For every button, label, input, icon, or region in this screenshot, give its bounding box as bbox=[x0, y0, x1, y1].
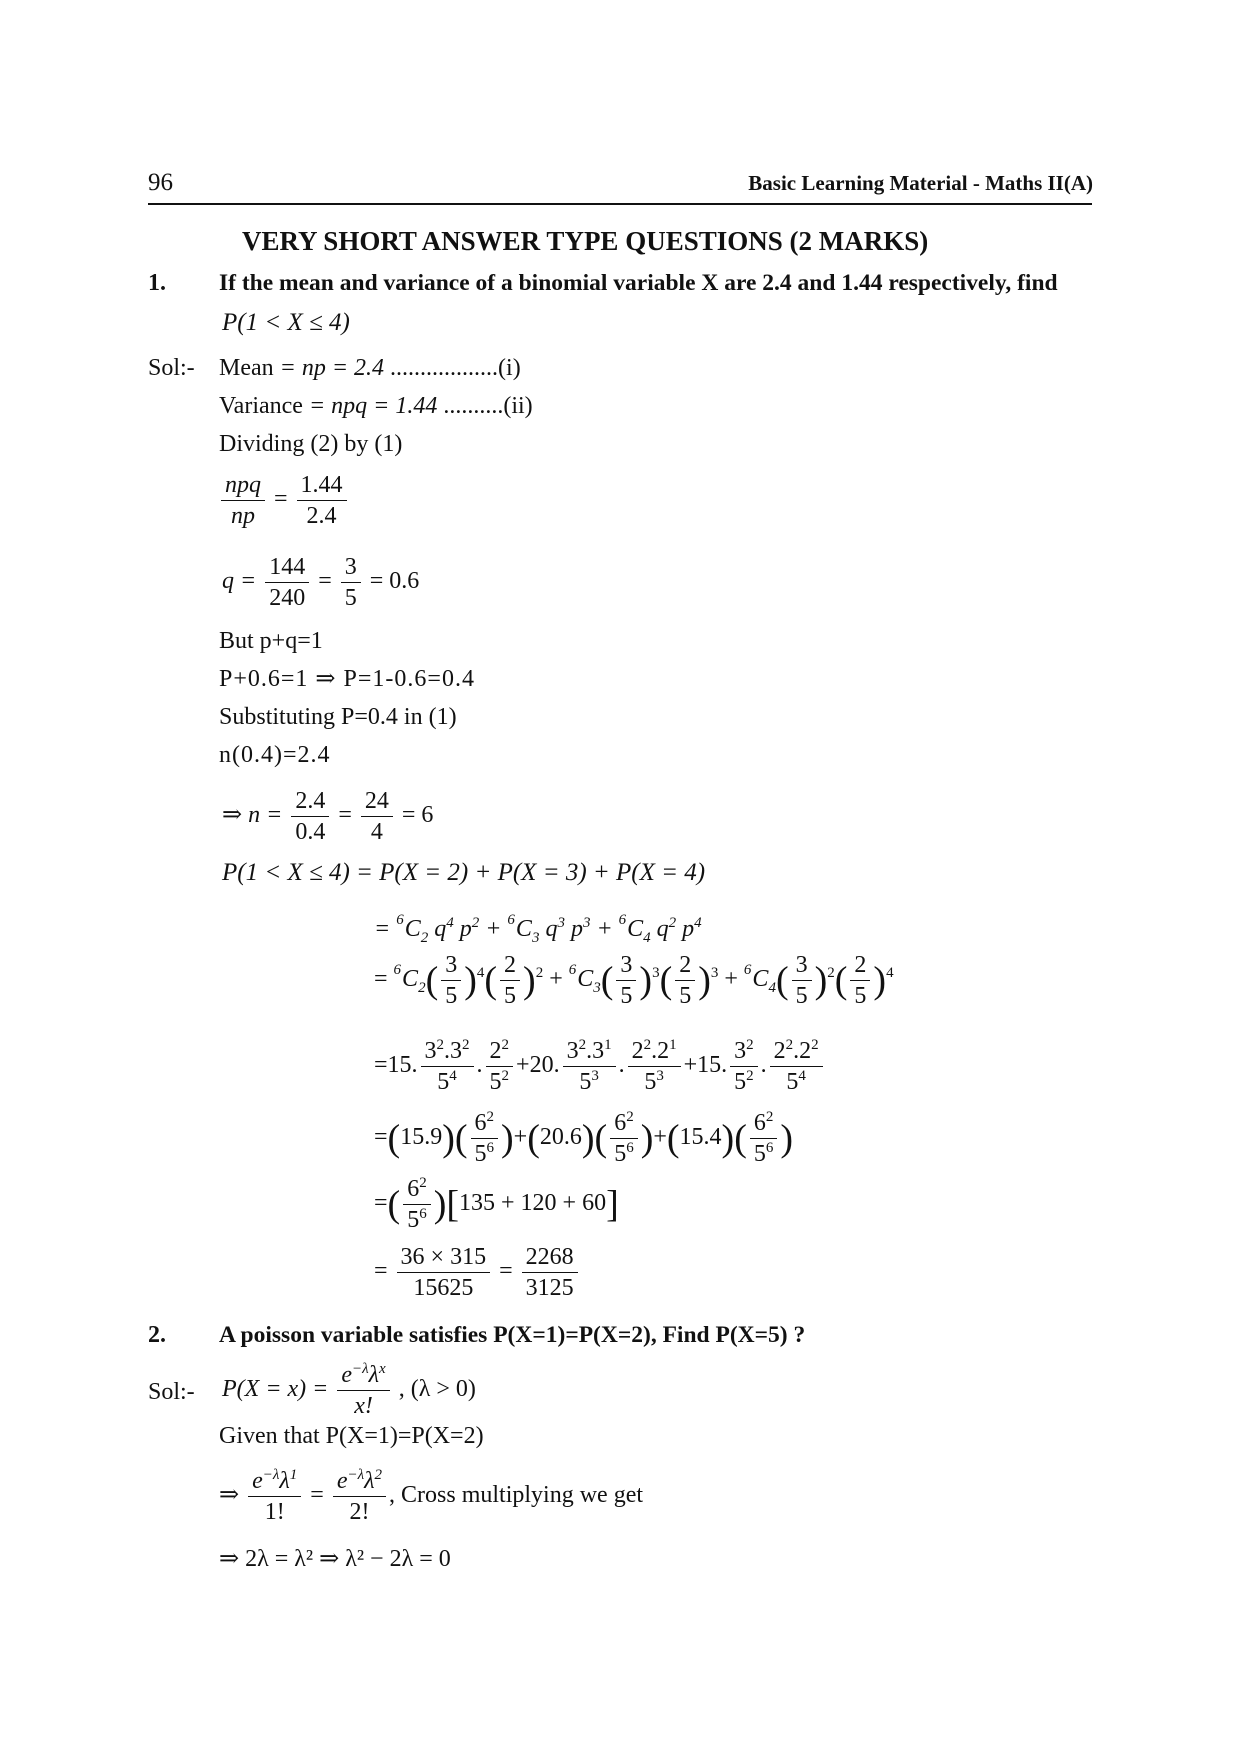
final-denominator-1: 15625 bbox=[413, 1275, 474, 1301]
n-solution: ⇒ n = $\frac{2.4}{0.4}$ = $\frac{24}{4}$ = 6 bbox=[222, 788, 434, 845]
value-numerator: 1.44 bbox=[297, 470, 347, 501]
mean-tag: ..................(i) bbox=[390, 355, 521, 381]
cross-multiply-line: ⇒ $\frac{e^{-\lambda}\lambda^1}{1!}$ = $\frac{e^{-\lambda}\lambda^2}{2!}$ , Cross multiplying we get bbox=[219, 1467, 644, 1525]
pmf-condition: , (λ > 0) bbox=[398, 1376, 476, 1403]
expanded-powers-line: =15. $\frac{3^2.3^2}{5^4}$ . $\frac{2^2}{5^2}$ +20. $\frac{3^2.3^1}{5^3}$ . $\frac{2^2.2^1}{5^3}$ +15. $\frac{3^2}{5^2}$ . $\frac{2^2.2^2}{5^4}$ bbox=[374, 1036, 826, 1097]
given-line: Given that P(X=1)=P(X=2) bbox=[219, 1423, 484, 1449]
q-fraction-2-denominator: 5 bbox=[344, 585, 357, 611]
q-fraction-2-numerator: 3 bbox=[341, 552, 361, 583]
ratio-denominator: np bbox=[231, 503, 255, 529]
ratio-equation: $\frac{\text{npq}}{np}$ = $\frac{1.44}{2.4}$ bbox=[218, 470, 350, 531]
n-fraction-1-denominator: 0.4 bbox=[295, 819, 326, 845]
substituted-fractions-line: = $^6C_2$( $\frac{3}{5}$ )$^4$( $\frac{2}{5}$ )$^2 + ^6C_3$( $\frac{3}{5}$ )$^3$( $\frac{2}{5}$ )$^3 + ^6C_4$( $\frac{3}{5}$ )$^2$( $\frac{2}{5}$ )$^4$ bbox=[374, 952, 894, 1009]
cross-denominator-2: 2! bbox=[349, 1499, 370, 1525]
solution-2-label: Sol:- bbox=[148, 1379, 195, 1405]
q-fraction-1-numerator: 144 bbox=[265, 552, 309, 583]
substituting-line: Substituting P=0.4 in (1) bbox=[219, 704, 457, 730]
final-numerator-1: 36 × 315 bbox=[397, 1242, 491, 1273]
q-fraction-1-denominator: 240 bbox=[269, 585, 306, 611]
mean-rhs: = np = 2.4 bbox=[279, 355, 385, 381]
factored-line: =(15.9)( $\frac{6^2}{5^6}$ )+(20.6)( $\frac{6^2}{5^6}$ )+(15.4)( $\frac{6^2}{5^6}$ ) bbox=[374, 1109, 794, 1167]
question-1-number: 1. bbox=[148, 270, 166, 296]
q-lhs: q = bbox=[222, 568, 257, 595]
final-numerator-2: 2268 bbox=[522, 1242, 578, 1273]
ratio-numerator: npq bbox=[221, 470, 265, 501]
final-answer-line: = $\frac{36 \times 315}{15625}$ = $\frac{2268}{3125}$ bbox=[374, 1242, 581, 1303]
mean-label: Mean bbox=[219, 355, 274, 381]
n-lhs: ⇒ n = bbox=[222, 802, 283, 829]
combination-line: = $^6C_2$ $q^4$ $p^2 + ^6C_3$ $q^3$ $p^3 + ^6C_4$ $q^2$ $p^4$ bbox=[374, 912, 702, 946]
page-number: 96 bbox=[148, 169, 173, 196]
value-denominator: 2.4 bbox=[306, 503, 337, 529]
sum-line: =( $\frac{6^2}{5^6}$ )[135 + 120 + 60] bbox=[374, 1175, 619, 1233]
section-title: VERY SHORT ANSWER TYPE QUESTIONS (2 MARKS) bbox=[242, 226, 929, 256]
variance-label: Variance bbox=[219, 393, 303, 419]
question-1-target: P(1 < X ≤ 4) bbox=[222, 309, 350, 336]
n-fraction-2-numerator: 24 bbox=[361, 786, 393, 817]
variance-rhs: = npq = 1.44 bbox=[308, 393, 438, 419]
n-result: = 6 bbox=[401, 802, 434, 829]
question-2-text: A poisson variable satisfies P(X=1)=P(X=2), Find P(X=5) ? bbox=[219, 1322, 806, 1348]
q-equation: q = $\frac{144}{240}$ = $\frac{3}{5}$ = 0.6 bbox=[222, 554, 420, 611]
q-result: = 0.6 bbox=[369, 568, 420, 595]
n-fraction-1-numerator: 2.4 bbox=[291, 786, 329, 817]
p-line: P+0.6=1 ⇒ P=1-0.6=0.4 bbox=[219, 666, 475, 692]
pmf-denominator: x! bbox=[354, 1393, 373, 1419]
final-denominator-2: 3125 bbox=[525, 1275, 574, 1301]
question-1-text: If the mean and variance of a binomial variable X are 2.4 and 1.44 respectively, find bbox=[219, 270, 1058, 296]
poisson-pmf: P(X = x) = $\frac{e^{-\lambda}\lambda^x}{x!}$ , (λ > 0) bbox=[222, 1361, 476, 1419]
probability-expansion: P(1 < X ≤ 4) = P(X = 2) + P(X = 3) + P(X = 4) bbox=[222, 859, 706, 886]
dividing-line: Dividing (2) by (1) bbox=[219, 431, 403, 457]
n-equation-line: n(0.4)=2.4 bbox=[219, 742, 331, 768]
question-2-number: 2. bbox=[148, 1322, 166, 1348]
cross-text: , Cross multiplying we get bbox=[389, 1482, 644, 1509]
but-line: But p+q=1 bbox=[219, 628, 323, 654]
solution-1-label: Sol:- bbox=[148, 355, 195, 381]
pmf-lhs: P(X = x) = bbox=[222, 1376, 329, 1403]
cross-denominator-1: 1! bbox=[264, 1499, 285, 1525]
n-fraction-2-denominator: 4 bbox=[370, 819, 383, 845]
variance-tag: ..........(ii) bbox=[443, 393, 533, 419]
header-rule bbox=[148, 203, 1092, 205]
mean-line bbox=[219, 353, 521, 383]
variance-line bbox=[219, 391, 533, 421]
quadratic-line: ⇒ 2λ = λ² ⇒ λ² − 2λ = 0 bbox=[219, 1546, 451, 1572]
running-header: Basic Learning Material - Maths II(A) bbox=[748, 171, 1093, 195]
